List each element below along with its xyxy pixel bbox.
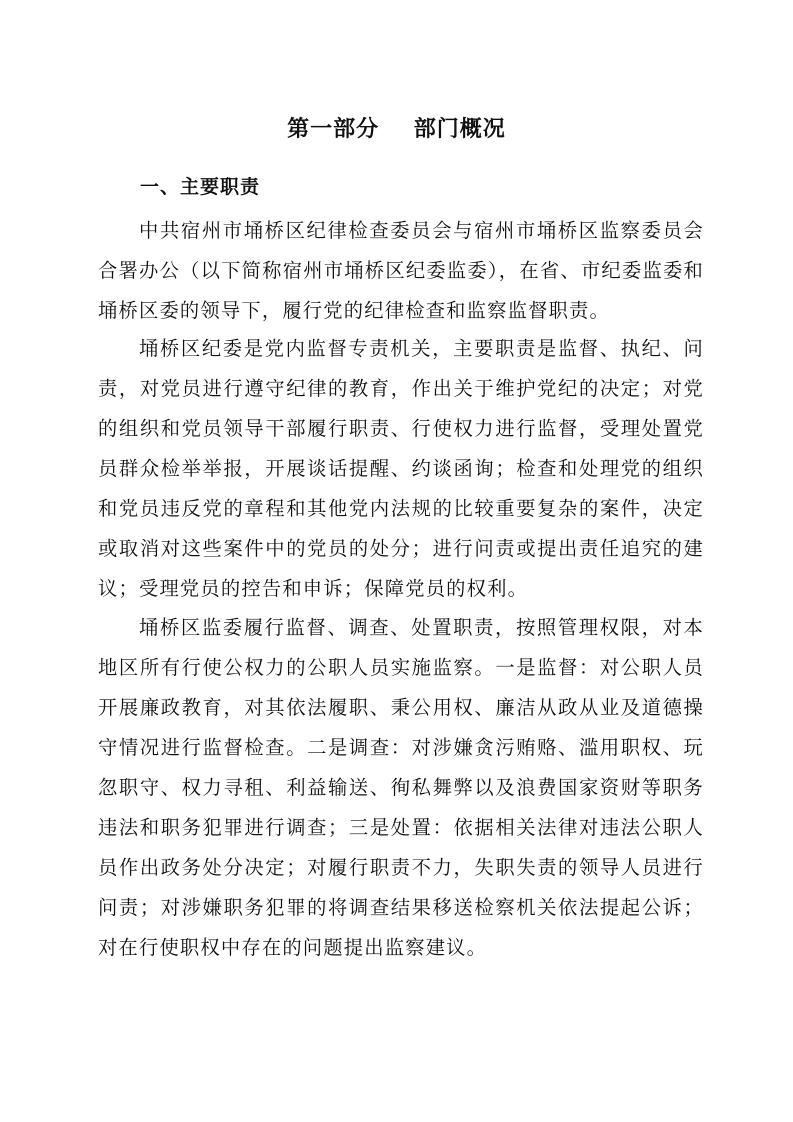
paragraph-3: 埇桥区监委履行监督、调查、处置职责，按照管理权限，对本地区所有行使公权力的公职人员实施监察。一是监督：对公职人员开展廉政教育，对其依法履职、秉公用权、廉洁从政从业及道德操守情况进行监督检查。二是调查：对涉嫌贪污贿赂、滥用职权、玩忽职守、权力寻租、利益输送、徇私舞弊以及浪费国家资财等职务违法和职务犯罪进行调查；三是处置：依据相关法律对违法公职人员作出政务处分决定；对履行职责不力，失职失责的领导人员进行问责；对涉嫌职务犯罪的将调查结果移送检察机关依法提起公诉；对在行使职权中存在的问题提出监察建议。 <box>98 616 704 959</box>
paragraph-1: 中共宿州市埇桥区纪律检查委员会与宿州市埇桥区监察委员会合署办公（以下简称宿州市埇桥区纪委监委），在省、市纪委监委和埇桥区委的领导下，履行党的纪律检查和监察监督职责。 <box>98 219 704 322</box>
section-heading: 一、主要职责 <box>140 176 261 198</box>
paragraph-2: 埇桥区纪委是党内监督专责机关，主要职责是监督、执纪、问责，对党员进行遵守纪律的教育，作出关于维护党纪的决定；对党的组织和党员领导干部履行职责、行使权力进行监督，受理处置党员群众检举举报，开展谈话提醒、约谈函询；检查和处理党的组织和党员违反党的章程和其他党内法规的比较重要复杂的案件，决定或取消对这些案件中的党员的处分；进行问责或提出责任追究的建议；受理党员的控告和申诉；保障党员的权利。 <box>98 337 704 600</box>
page-title: 第一部分 部门概况 <box>287 117 506 142</box>
